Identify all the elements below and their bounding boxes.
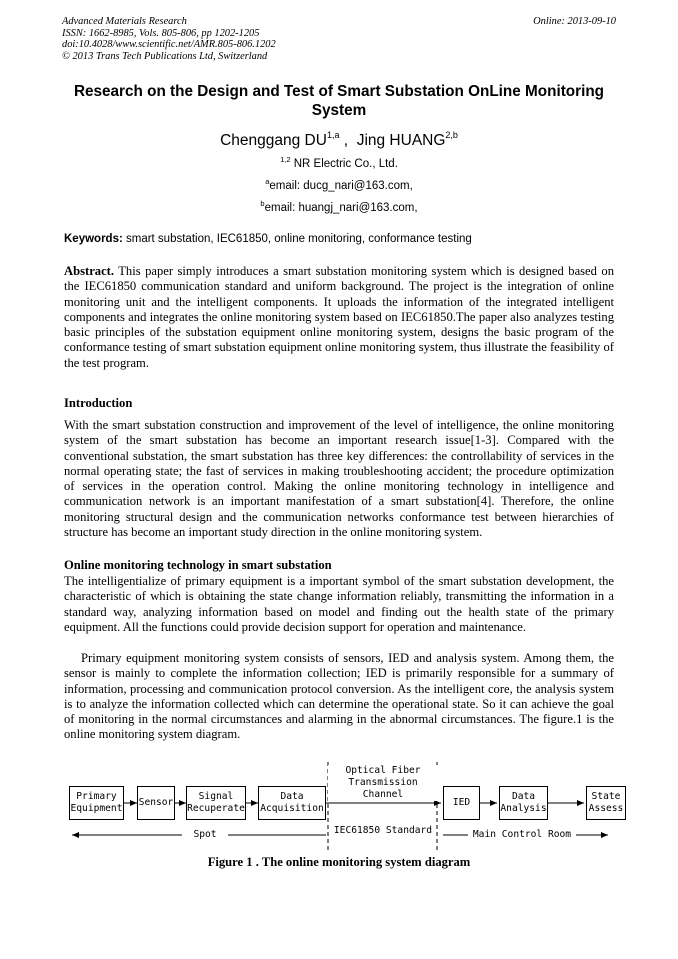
state-assess-box (586, 786, 626, 820)
author-list (60, 130, 618, 150)
body-paragraph: Primary equipment monitoring system consists of sensors, IED and analysis system. Among them, the sensor is mainly to complete the information collection; IED is primarily responsible for a summary of information, processing and communication protocol conversion. As the intelligent core, the analysis system is to analyze the information collected which can determine the operational state. So it can achieve the goal of monitoring in the normal circumstances and alarming in the abnormal circumstances. The figure.1 is the online monitoring system diagram. (64, 651, 614, 742)
sensor-box (137, 786, 175, 820)
body-paragraph: The intelligentialize of primary equipment is a important symbol of the smart substation development, the characteristic of which is obtaining the state change information reliably, transmitting the information in a standard way, analyzing information based on model and finding out the health state of the primary equipment. All the functions could provide decision support for operation and maintenance. (64, 574, 614, 634)
control-room-label: Main Control Room (468, 829, 576, 841)
box-label: Acquisition (260, 803, 324, 814)
primary-equipment-box (69, 786, 124, 820)
email-line (60, 177, 618, 192)
box-label: Data (280, 791, 304, 802)
email-text: email: ducg_nari@163.com, (269, 180, 413, 192)
abstract-paragraph (64, 264, 614, 371)
copyright-line: © 2013 Trans Tech Publications Ltd, Switzerland (62, 50, 268, 62)
box-label: Analysis (500, 803, 547, 814)
spot-label: Spot (182, 829, 228, 841)
author-superscript: 2,b (445, 130, 458, 140)
standard-label: IEC61850 Standard (331, 825, 435, 837)
author-name: Chenggang DU (220, 132, 327, 149)
box-label: Sensor (138, 797, 174, 808)
affiliation-text: NR Electric Co., Ltd. (290, 158, 398, 170)
affiliation-superscript: 1,2 (280, 155, 291, 164)
box-label: Assess (588, 803, 624, 814)
box-label: IED (452, 797, 471, 808)
system-diagram (60, 760, 624, 850)
author-separator: , (339, 132, 357, 149)
box-label: Primary (76, 791, 117, 802)
abstract-label: Abstract. (64, 264, 115, 278)
signal-recuperate-box (186, 786, 246, 820)
abstract-text: This paper simply introduces a smart substation monitoring system which is designed based on the IEC61850 communication standard and uniform background. The project is the integration of online monitoring unit and the intelligent components. It uploads the information of the integrated intelligent components and integrates the online monitoring system based on IEC61850.The paper also analyzes testing basic principles of the substation equipment online monitoring system, designs the basic program of the conformance testing of smart substation equipment online monitoring system, thus illustrate the feasibility of the test program. (64, 264, 614, 370)
section-heading-introduction: Introduction (64, 396, 133, 410)
email-superscript: a (265, 177, 270, 186)
email-line (60, 199, 618, 214)
title-line-1: Research on the Design and Test of Smart Substation OnLine Monitoring (73, 83, 605, 100)
journal-header (62, 16, 616, 62)
box-label: Signal (198, 791, 234, 802)
title-line-2: System (311, 102, 367, 119)
fiber-channel-label (328, 765, 438, 801)
box-label: Equipment (70, 803, 123, 814)
email-superscript: b (260, 199, 265, 208)
journal-name: Advanced Materials Research (62, 16, 187, 27)
online-date: Online: 2013-09-10 (533, 16, 616, 27)
section-heading-online-monitoring: Online monitoring technology in smart substation (64, 558, 332, 572)
author-superscript: 1,a (326, 130, 340, 140)
affiliation (60, 155, 618, 170)
keywords-label: Keywords: (64, 233, 123, 245)
box-label: State (591, 791, 621, 802)
box-label: Data (511, 791, 536, 802)
data-analysis-box (499, 786, 548, 820)
fiber-label-line: Optical Fiber (345, 765, 421, 776)
fiber-label-line: Transmission Channel (348, 777, 418, 800)
box-label: Recuperate (187, 803, 245, 814)
author-name: Jing HUANG (356, 132, 446, 149)
doi-line: doi:10.4028/www.scientific.net/AMR.805-806.1202 (62, 39, 276, 51)
introduction-paragraph: With the smart substation construction and improvement of the level of intelligence, the online monitoring system of the smart substation has become an important research issue[1-3]. Compared with the conventional substation, the smart substation has three key differences: the controllability of services in the normal operating state; the fast of services in making troubleshooting accident; the procedure optimization of services in the operation control. Making the online monitoring technology in intelligence and communication network is an important manifestation of a smart substation[4]. Therefore, the online monitoring structural design and the communication networks conformance test between hierarchies of structure has become an important study direction in the online monitoring system. (64, 418, 614, 540)
figure-caption: Figure 1 . The online monitoring system diagram (207, 855, 471, 869)
paper-title (50, 82, 628, 120)
keywords-line (64, 233, 616, 245)
keywords-text: smart substation, IEC61850, online monitoring, conformance testing (122, 233, 472, 245)
data-acquisition-box (258, 786, 326, 820)
email-text: email: huangj_nari@163.com, (264, 202, 418, 214)
ied-box (443, 786, 480, 820)
issn-line: ISSN: 1662-8985, Vols. 805-806, pp 1202-1205 (62, 27, 260, 39)
